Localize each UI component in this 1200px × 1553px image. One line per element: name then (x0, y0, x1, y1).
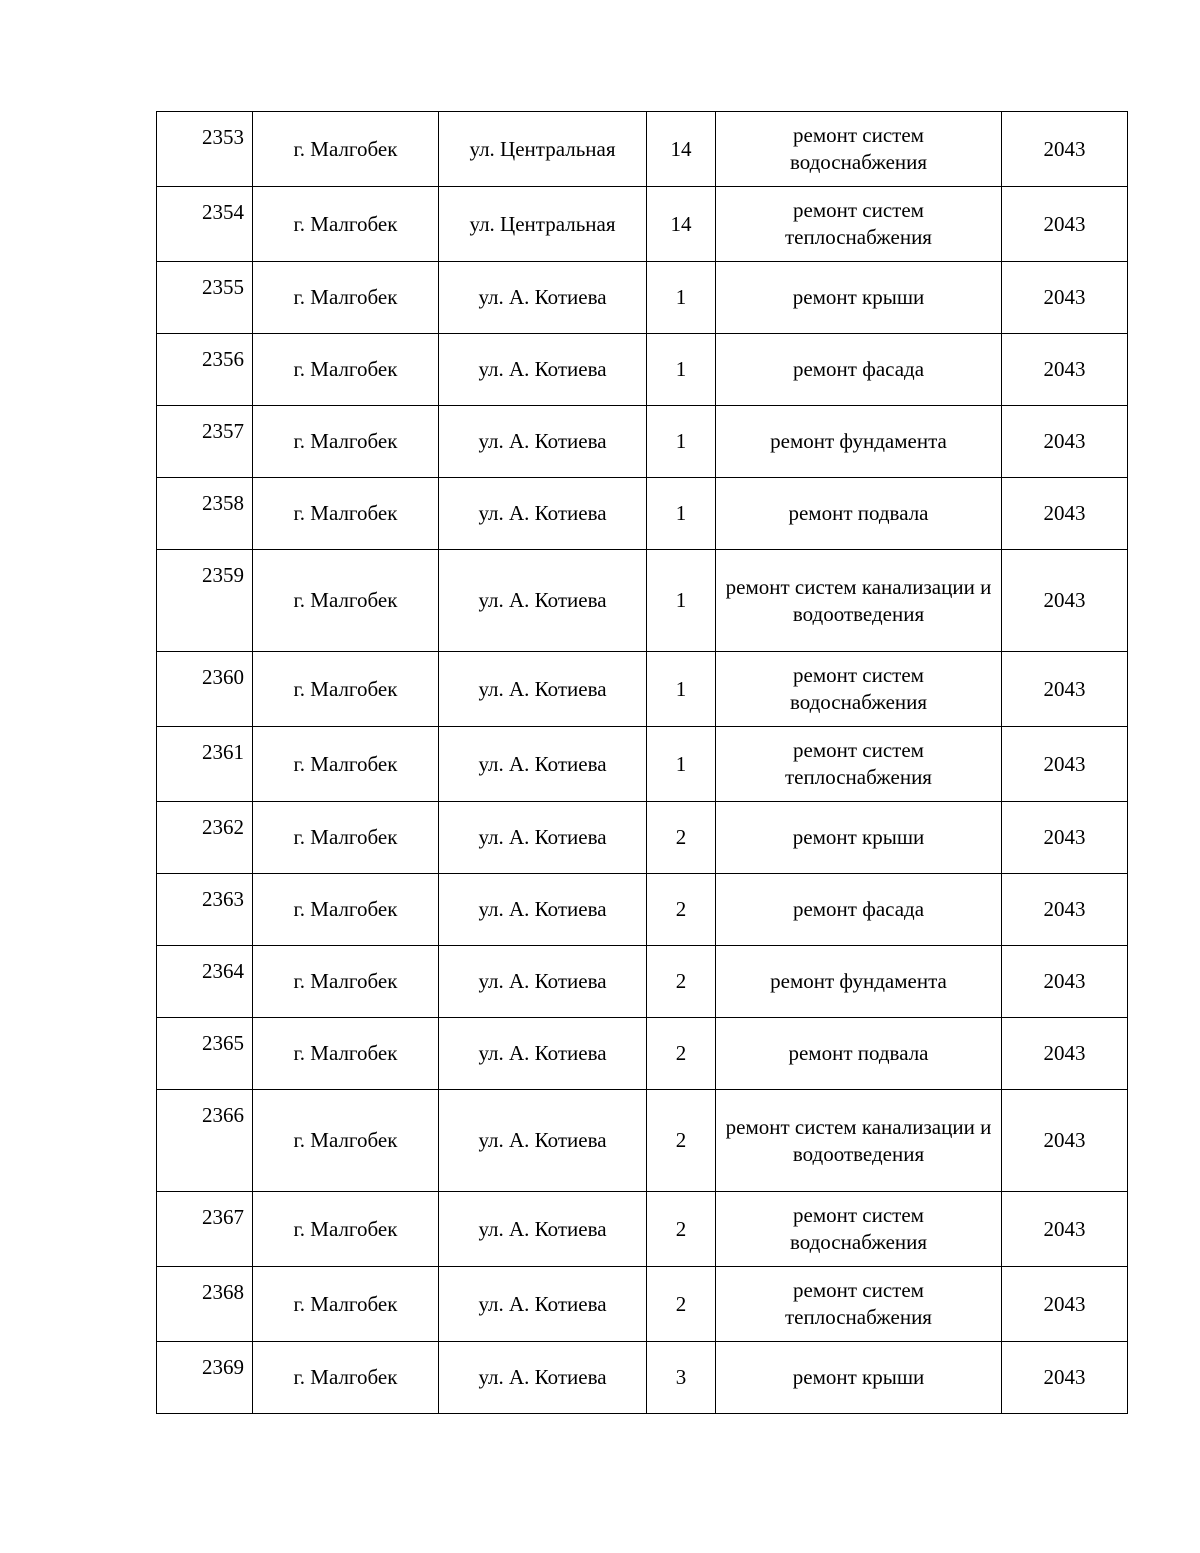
cell-house-number: 2 (647, 802, 716, 874)
cell-street: ул. Центральная (439, 112, 647, 187)
cell-street: ул. А. Котиева (439, 550, 647, 652)
table-row (157, 1090, 1128, 1192)
cell-work-type: ремонт систем теплоснабжения (716, 187, 1002, 262)
cell-year: 2043 (1002, 874, 1128, 946)
cell-street: ул. Центральная (439, 187, 647, 262)
cell-city: г. Малгобек (253, 652, 439, 727)
cell-street: ул. А. Котиева (439, 262, 647, 334)
cell-street: ул. А. Котиева (439, 946, 647, 1018)
cell-row-number: 2363 (157, 874, 253, 946)
cell-city: г. Малгобек (253, 112, 439, 187)
cell-street: ул. А. Котиева (439, 1018, 647, 1090)
cell-work-type: ремонт фундамента (716, 406, 1002, 478)
cell-row-number: 2368 (157, 1267, 253, 1342)
cell-year: 2043 (1002, 1090, 1128, 1192)
cell-year: 2043 (1002, 1342, 1128, 1414)
table-row (157, 946, 1128, 1018)
table-row (157, 1342, 1128, 1414)
cell-row-number: 2361 (157, 727, 253, 802)
cell-year: 2043 (1002, 727, 1128, 802)
cell-house-number: 2 (647, 946, 716, 1018)
table-row (157, 478, 1128, 550)
table-row (157, 334, 1128, 406)
cell-house-number: 1 (647, 334, 716, 406)
cell-row-number: 2369 (157, 1342, 253, 1414)
table-row (157, 652, 1128, 727)
table-row (157, 1018, 1128, 1090)
cell-year: 2043 (1002, 550, 1128, 652)
cell-row-number: 2364 (157, 946, 253, 1018)
table-row (157, 874, 1128, 946)
table-row (157, 406, 1128, 478)
cell-row-number: 2358 (157, 478, 253, 550)
cell-city: г. Малгобек (253, 334, 439, 406)
cell-house-number: 2 (647, 1090, 716, 1192)
repair-schedule-table (156, 111, 1128, 1414)
cell-work-type: ремонт крыши (716, 802, 1002, 874)
cell-work-type: ремонт подвала (716, 478, 1002, 550)
cell-year: 2043 (1002, 1018, 1128, 1090)
cell-street: ул. А. Котиева (439, 1192, 647, 1267)
table-row (157, 1192, 1128, 1267)
cell-row-number: 2353 (157, 112, 253, 187)
cell-city: г. Малгобек (253, 802, 439, 874)
cell-city: г. Малгобек (253, 187, 439, 262)
table-row (157, 802, 1128, 874)
cell-row-number: 2356 (157, 334, 253, 406)
cell-street: ул. А. Котиева (439, 802, 647, 874)
cell-row-number: 2367 (157, 1192, 253, 1267)
cell-year: 2043 (1002, 112, 1128, 187)
cell-city: г. Малгобек (253, 727, 439, 802)
cell-row-number: 2366 (157, 1090, 253, 1192)
cell-house-number: 1 (647, 652, 716, 727)
cell-year: 2043 (1002, 946, 1128, 1018)
cell-street: ул. А. Котиева (439, 334, 647, 406)
table-row (157, 187, 1128, 262)
cell-city: г. Малгобек (253, 406, 439, 478)
cell-house-number: 2 (647, 1018, 716, 1090)
cell-year: 2043 (1002, 652, 1128, 727)
cell-work-type: ремонт систем канализации и водоотведения (716, 1090, 1002, 1192)
table-row (157, 112, 1128, 187)
cell-city: г. Малгобек (253, 1018, 439, 1090)
cell-row-number: 2360 (157, 652, 253, 727)
cell-house-number: 1 (647, 406, 716, 478)
cell-year: 2043 (1002, 802, 1128, 874)
cell-street: ул. А. Котиева (439, 1090, 647, 1192)
cell-work-type: ремонт систем канализации и водоотведения (716, 550, 1002, 652)
cell-row-number: 2365 (157, 1018, 253, 1090)
cell-work-type: ремонт систем теплоснабжения (716, 1267, 1002, 1342)
cell-work-type: ремонт систем водоснабжения (716, 112, 1002, 187)
cell-house-number: 3 (647, 1342, 716, 1414)
table-row (157, 550, 1128, 652)
cell-work-type: ремонт систем теплоснабжения (716, 727, 1002, 802)
cell-house-number: 2 (647, 1192, 716, 1267)
cell-year: 2043 (1002, 406, 1128, 478)
cell-house-number: 1 (647, 478, 716, 550)
cell-house-number: 1 (647, 727, 716, 802)
cell-street: ул. А. Котиева (439, 727, 647, 802)
cell-row-number: 2359 (157, 550, 253, 652)
cell-row-number: 2357 (157, 406, 253, 478)
cell-house-number: 14 (647, 112, 716, 187)
cell-city: г. Малгобек (253, 262, 439, 334)
table-row (157, 727, 1128, 802)
table-row (157, 262, 1128, 334)
cell-work-type: ремонт крыши (716, 1342, 1002, 1414)
cell-work-type: ремонт фундамента (716, 946, 1002, 1018)
cell-work-type: ремонт фасада (716, 334, 1002, 406)
cell-street: ул. А. Котиева (439, 406, 647, 478)
cell-house-number: 14 (647, 187, 716, 262)
cell-year: 2043 (1002, 334, 1128, 406)
cell-city: г. Малгобек (253, 1342, 439, 1414)
cell-house-number: 1 (647, 262, 716, 334)
cell-city: г. Малгобек (253, 550, 439, 652)
cell-year: 2043 (1002, 1267, 1128, 1342)
table-row (157, 1267, 1128, 1342)
cell-row-number: 2362 (157, 802, 253, 874)
cell-year: 2043 (1002, 187, 1128, 262)
cell-street: ул. А. Котиева (439, 874, 647, 946)
cell-city: г. Малгобек (253, 874, 439, 946)
cell-street: ул. А. Котиева (439, 1267, 647, 1342)
cell-year: 2043 (1002, 1192, 1128, 1267)
cell-work-type: ремонт систем водоснабжения (716, 1192, 1002, 1267)
cell-work-type: ремонт фасада (716, 874, 1002, 946)
cell-house-number: 2 (647, 874, 716, 946)
cell-street: ул. А. Котиева (439, 478, 647, 550)
cell-year: 2043 (1002, 478, 1128, 550)
table-body (157, 112, 1128, 1414)
cell-work-type: ремонт систем водоснабжения (716, 652, 1002, 727)
cell-row-number: 2355 (157, 262, 253, 334)
cell-street: ул. А. Котиева (439, 652, 647, 727)
cell-year: 2043 (1002, 262, 1128, 334)
cell-house-number: 1 (647, 550, 716, 652)
cell-city: г. Малгобек (253, 1192, 439, 1267)
cell-row-number: 2354 (157, 187, 253, 262)
cell-city: г. Малгобек (253, 478, 439, 550)
cell-city: г. Малгобек (253, 946, 439, 1018)
cell-street: ул. А. Котиева (439, 1342, 647, 1414)
cell-work-type: ремонт крыши (716, 262, 1002, 334)
cell-city: г. Малгобек (253, 1267, 439, 1342)
cell-house-number: 2 (647, 1267, 716, 1342)
cell-city: г. Малгобек (253, 1090, 439, 1192)
cell-work-type: ремонт подвала (716, 1018, 1002, 1090)
